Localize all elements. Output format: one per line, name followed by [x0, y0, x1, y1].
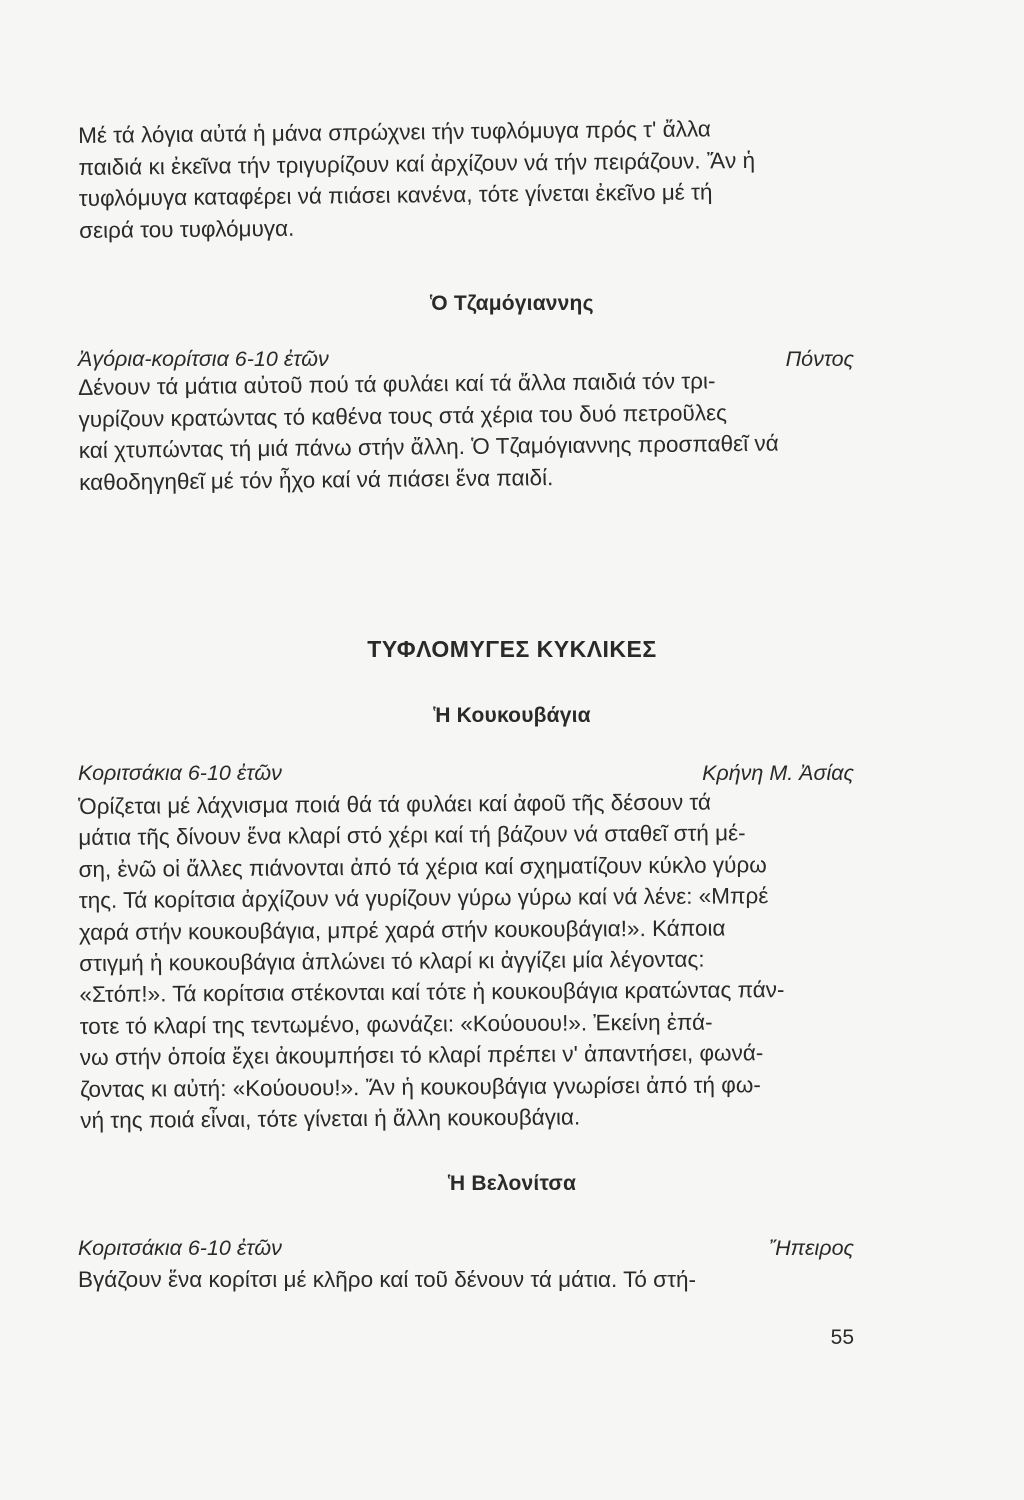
- game1-line: γυρίζουν κρατώντας τό καθένα τους στά χέρια του δυό πετροῦλες: [78, 399, 727, 432]
- game-title-tzamogiannis: Ὁ Τζαμόγιαννης: [430, 292, 594, 315]
- game3-paragraph: [78, 1264, 864, 1296]
- game1-participants: Ἀγόρια-κορίτσια 6-10 ἐτῶν: [78, 347, 329, 371]
- game2-line: νω στήν ὁποία ἔχει ἀκουμπήσει τό κλαρί πρέπει ν' ἀπαντήσει, φωνά-: [79, 1040, 764, 1071]
- game2-line: τοτε τό κλαρί της τεντωμένο, φωνάζει: «Κούουου!». Ἐκείνη ἐπά-: [79, 1009, 713, 1039]
- game2-line: της. Τά κορίτσια ἀρχίζουν νά γυρίζουν γύρω γύρω καί νά λένε: «Μπρέ: [78, 883, 769, 914]
- intro-line: παιδιά κι ἐκεῖνα τήν τριγυρίζουν καί ἀρχίζουν νά τήν πειράζουν. Ἄν ἡ: [78, 147, 756, 180]
- game2-region: Κρήνη Μ. Ἀσίας: [702, 761, 854, 785]
- game2-line: ση, ἐνῶ οἱ ἄλλες πιάνονται ἀπό τά χέρια καί σχηματίζουν κύκλο γύρω: [78, 852, 767, 882]
- game3-line: Βγάζουν ἕνα κορίτσι μέ κλῆρο καί τοῦ δένουν τά μάτια. Τό στή-: [78, 1267, 696, 1292]
- game2-line: νή της ποιά εἶναι, τότε γίνεται ἡ ἄλλη κουκουβάγια.: [80, 1104, 581, 1134]
- game-title-koukouvagia: Ἡ Κουκουβάγια: [433, 704, 591, 727]
- game1-region: Πόντος: [785, 347, 854, 371]
- game1-paragraph: [78, 364, 865, 498]
- intro-line: Μέ τά λόγια αὐτά ἡ μάνα σπρώχνει τήν τυφλόμυγα πρός τ' ἄλλα: [78, 116, 711, 148]
- game-title-velonitsa: Ἡ Βελονίτσα: [447, 1172, 577, 1195]
- game2-line: στιγμή ἡ κουκουβάγια ἁπλώνει τό κλαρί κι ἀγγίζει μία λέγοντας:: [79, 946, 705, 977]
- page-number: 55: [830, 1326, 854, 1349]
- game3-participants: Κοριτσάκια 6-10 ἐτῶν: [78, 1236, 282, 1260]
- game2-meta: [78, 761, 854, 786]
- game1-line: καθοδηγηθεῖ μέ τόν ἦχο καί νά πιάσει ἕνα παιδί.: [79, 464, 554, 495]
- game2-line: ζοντας κι αὐτή: «Κούουου!». Ἄν ἡ κουκουβάγια γνωρίσει ἀπό τή φω-: [79, 1071, 761, 1102]
- game2-paragraph: [78, 786, 866, 1137]
- intro-line: σειρά του τυφλόμυγα.: [79, 215, 295, 243]
- intro-paragraph: [78, 112, 865, 246]
- game3-region: Ἤπειρος: [768, 1236, 854, 1260]
- game2-line: χαρά στήν κουκουβάγια, μπρέ χαρά στήν κουκουβάγια!». Κάποια: [78, 915, 726, 945]
- game2-line: Ὁρίζεται μέ λάχνισμα ποιά θά τά φυλάει καί ἀφοῦ τῆς δέσουν τά: [78, 789, 712, 819]
- game1-line: καί χτυπώντας τή μιά πάνω στήν ἄλλη. Ὁ Τζαμόγιαννης προσπαθεῖ νά: [78, 430, 779, 463]
- section-heading: ΤΥΦΛΟΜΥΓΕΣ ΚΥΚΛΙΚΕΣ: [367, 636, 657, 662]
- game2-line: μάτια τῆς δίνουν ἕνα κλαρί στό χέρι καί τή βάζουν νά σταθεῖ στή μέ-: [78, 820, 746, 851]
- game2-line: «Στόπ!». Τά κορίτσια στέκονται καί τότε ἡ κουκουβάγια κρατώντας πάν-: [79, 977, 785, 1008]
- game1-line: Δένουν τά μάτια αὐτοῦ πού τά φυλάει καί τά ἄλλα παιδιά τόν τρι-: [78, 368, 716, 400]
- game3-meta: [78, 1236, 854, 1261]
- game2-participants: Κοριτσάκια 6-10 ἐτῶν: [78, 761, 282, 785]
- intro-line: τυφλόμυγα καταφέρει νά πιάσει κανένα, τότε γίνεται ἐκεῖνο μέ τή: [78, 179, 713, 211]
